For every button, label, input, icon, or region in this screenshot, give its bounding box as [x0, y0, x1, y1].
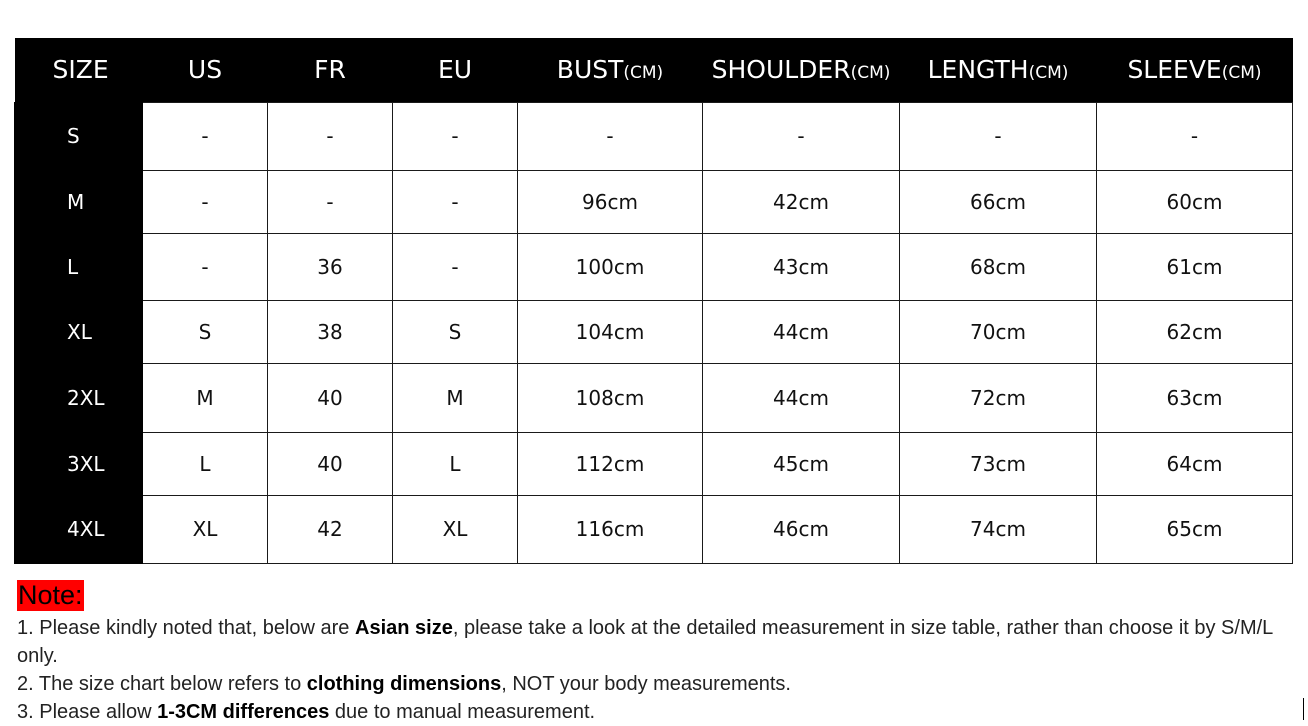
- note-emphasis: clothing dimensions: [306, 673, 502, 695]
- note-text: 1. Please kindly noted that, below are: [17, 617, 355, 639]
- note-text: 2. The size chart below refers to: [17, 673, 307, 695]
- header-unit: (CM): [1028, 63, 1069, 84]
- sleeve-cell: 61cm: [1097, 233, 1293, 300]
- fr-cell: 36: [268, 233, 393, 300]
- header-label: SLEEVE: [1127, 55, 1222, 85]
- note-text: due to manual measurement.: [329, 701, 596, 723]
- fr-cell: 40: [268, 363, 393, 432]
- note-emphasis: 1-3CM differences: [157, 701, 330, 723]
- edge-divider: [1303, 698, 1304, 720]
- table-row: [15, 300, 1293, 363]
- header-fr: [268, 38, 393, 102]
- table-row: [15, 495, 1293, 563]
- size-cell: 3XL: [15, 432, 143, 495]
- table-row: [15, 170, 1293, 233]
- length-cell: 66cm: [900, 170, 1097, 233]
- shoulder-cell: 44cm: [703, 363, 900, 432]
- header-label: US: [187, 55, 223, 85]
- header-label: SIZE: [52, 55, 109, 85]
- length-cell: 72cm: [900, 363, 1097, 432]
- shoulder-cell: 46cm: [703, 495, 900, 563]
- note-item-3: [17, 698, 1297, 726]
- sleeve-cell: 63cm: [1097, 363, 1293, 432]
- note-text: , NOT your body measurements.: [501, 673, 791, 695]
- fr-cell: -: [268, 170, 393, 233]
- header-sleeve: [1097, 38, 1293, 102]
- note-heading: Note:: [18, 580, 83, 610]
- length-cell: 74cm: [900, 495, 1097, 563]
- fr-cell: 40: [268, 432, 393, 495]
- size-cell: 4XL: [15, 495, 143, 563]
- bust-cell: 100cm: [518, 233, 703, 300]
- note-text: 3. Please allow: [17, 701, 158, 723]
- sleeve-cell: 60cm: [1097, 170, 1293, 233]
- header-label: EU: [437, 55, 473, 85]
- header-unit: (CM): [1221, 63, 1262, 84]
- size-cell: M: [15, 170, 143, 233]
- length-cell: 73cm: [900, 432, 1097, 495]
- header-shoulder: [703, 38, 900, 102]
- size-cell: XL: [15, 300, 143, 363]
- bust-cell: 116cm: [518, 495, 703, 563]
- length-cell: -: [900, 102, 1097, 170]
- bust-cell: -: [518, 102, 703, 170]
- us-cell: M: [143, 363, 268, 432]
- shoulder-cell: -: [703, 102, 900, 170]
- sleeve-cell: -: [1097, 102, 1293, 170]
- header-label: LENGTH: [927, 55, 1029, 85]
- header-unit: (CM): [623, 63, 664, 84]
- eu-cell: -: [393, 233, 518, 300]
- eu-cell: S: [393, 300, 518, 363]
- eu-cell: -: [393, 170, 518, 233]
- notes-section: [17, 580, 1297, 726]
- table-row: [15, 432, 1293, 495]
- header-length: [900, 38, 1097, 102]
- table-row: [15, 102, 1293, 170]
- shoulder-cell: 44cm: [703, 300, 900, 363]
- header-eu: [393, 38, 518, 102]
- size-chart-table: [14, 38, 1293, 564]
- eu-cell: -: [393, 102, 518, 170]
- bust-cell: 96cm: [518, 170, 703, 233]
- table-row: [15, 233, 1293, 300]
- us-cell: -: [143, 102, 268, 170]
- size-cell: 2XL: [15, 363, 143, 432]
- us-cell: XL: [143, 495, 268, 563]
- bust-cell: 108cm: [518, 363, 703, 432]
- note-text: , please take a look at the detailed measurement in size table, rather than choose it by S/M/L only.: [17, 617, 1273, 667]
- us-cell: -: [143, 233, 268, 300]
- us-cell: L: [143, 432, 268, 495]
- fr-cell: -: [268, 102, 393, 170]
- us-cell: -: [143, 170, 268, 233]
- header-size: [15, 38, 143, 102]
- shoulder-cell: 45cm: [703, 432, 900, 495]
- bust-cell: 104cm: [518, 300, 703, 363]
- table-header-row: [15, 38, 1293, 102]
- sleeve-cell: 62cm: [1097, 300, 1293, 363]
- size-cell: S: [15, 102, 143, 170]
- length-cell: 68cm: [900, 233, 1097, 300]
- header-bust: [518, 38, 703, 102]
- eu-cell: XL: [393, 495, 518, 563]
- note-item-1: [17, 614, 1297, 670]
- fr-cell: 38: [268, 300, 393, 363]
- eu-cell: L: [393, 432, 518, 495]
- shoulder-cell: 43cm: [703, 233, 900, 300]
- table-row: [15, 363, 1293, 432]
- header-unit: (CM): [850, 63, 891, 84]
- header-label: BUST: [556, 55, 624, 85]
- fr-cell: 42: [268, 495, 393, 563]
- length-cell: 70cm: [900, 300, 1097, 363]
- shoulder-cell: 42cm: [703, 170, 900, 233]
- header-us: [143, 38, 268, 102]
- note-item-2: [17, 670, 1297, 698]
- eu-cell: M: [393, 363, 518, 432]
- bust-cell: 112cm: [518, 432, 703, 495]
- header-label: SHOULDER: [711, 55, 851, 85]
- sleeve-cell: 64cm: [1097, 432, 1293, 495]
- sleeve-cell: 65cm: [1097, 495, 1293, 563]
- header-label: FR: [314, 55, 346, 85]
- size-cell: L: [15, 233, 143, 300]
- note-emphasis: Asian size: [355, 617, 453, 639]
- us-cell: S: [143, 300, 268, 363]
